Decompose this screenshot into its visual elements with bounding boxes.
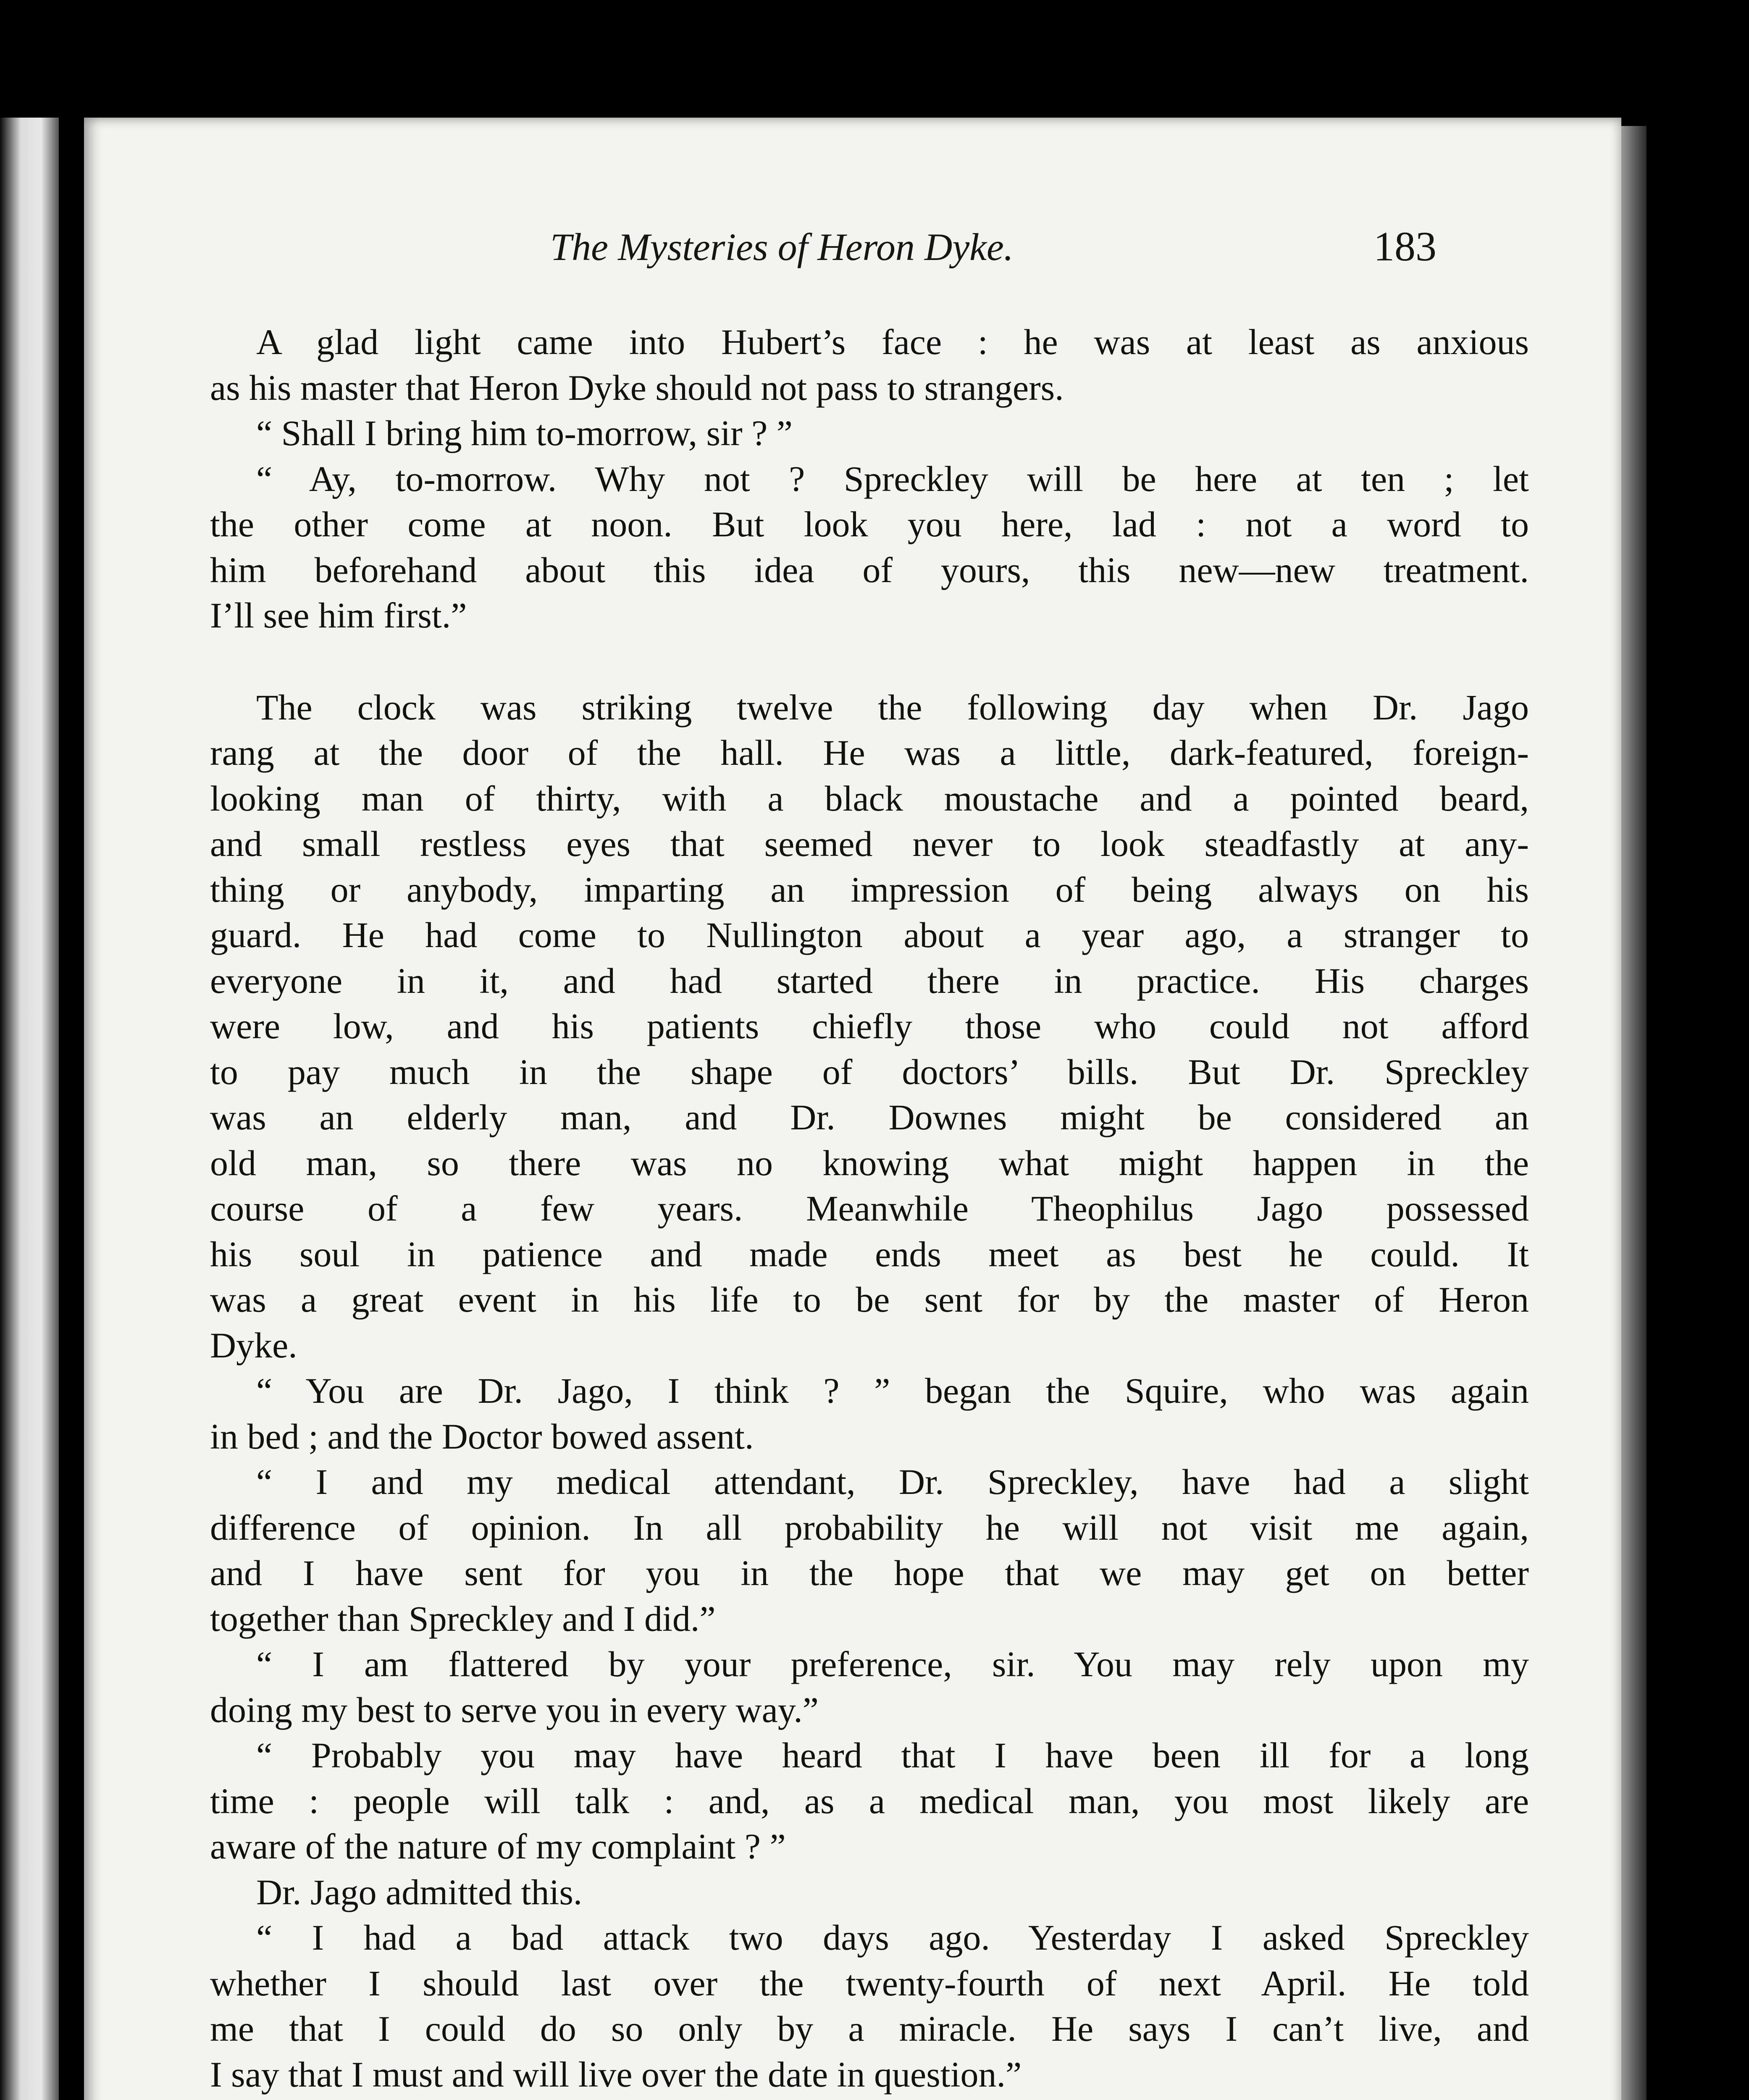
text-line: everyone in it, and had started there in practice. His charges	[210, 960, 1529, 1001]
text-line: and I have sent for you in the hope that we may get on better	[210, 1553, 1529, 1593]
running-head	[84, 225, 1621, 284]
text-line: whether I should last over the twenty-fourth of next April. He told	[210, 1963, 1529, 2003]
text-line: “ You are Dr. Jago, I think ? ” began the Squire, who was again	[256, 1370, 1529, 1411]
text-line: difference of opinion. In all probability he will not visit me again,	[210, 1507, 1529, 1548]
section-break	[210, 638, 1529, 685]
text-line: “ I had a bad attack two days ago. Yesterday I asked Spreckley	[256, 1917, 1529, 1958]
text-line: doing my best to serve you in every way.”	[210, 1689, 819, 1730]
running-title: The Mysteries of Heron Dyke.	[550, 226, 1014, 268]
text-line: was a great event in his life to be sent for by the master of Heron	[210, 1279, 1529, 1320]
text-line: the other come at noon. But look you here, lad : not a word to	[210, 504, 1529, 544]
text-line: was an elderly man, and Dr. Downes might be considered an	[210, 1097, 1529, 1137]
text-line: Dr. Jago admitted this.	[256, 1872, 583, 1912]
text-line: “ I and my medical attendant, Dr. Spreckley, have had a slight	[256, 1462, 1529, 1502]
adjacent-page-edge	[0, 118, 59, 2100]
text-line: his soul in patience and made ends meet as best he could. It	[210, 1234, 1529, 1274]
book-page	[84, 118, 1621, 2100]
text-line: Dyke.	[210, 1325, 297, 1365]
text-line: I say that I must and will live over the date in question.”	[210, 2054, 1022, 2095]
text-line: together than Spreckley and I did.”	[210, 1598, 716, 1639]
text-line: The clock was striking twelve the following day when Dr. Jago	[256, 687, 1529, 727]
text-line: I’ll see him first.”	[210, 595, 467, 635]
text-line: were low, and his patients chiefly those who could not afford	[210, 1006, 1529, 1046]
text-line: old man, so there was no knowing what might happen in the	[210, 1142, 1529, 1183]
text-line: as his master that Heron Dyke should not pass to strangers.	[210, 367, 1064, 408]
text-line: “ Ay, to-morrow. Why not ? Spreckley will be here at ten ; let	[256, 458, 1529, 499]
text-line: to pay much in the shape of doctors’ bills. But Dr. Spreckley	[210, 1051, 1529, 1092]
text-line: guard. He had come to Nullington about a year ago, a stranger to	[210, 915, 1529, 955]
page-binding-edge	[1621, 126, 1647, 2100]
text-line: and small restless eyes that seemed never to look steadfastly at any-	[210, 824, 1529, 864]
text-line: in bed ; and the Doctor bowed assent.	[210, 1416, 754, 1457]
text-line	[210, 2097, 1529, 2100]
text-line: thing or anybody, imparting an impression of being always on his	[210, 869, 1529, 910]
text-line: aware of the nature of my complaint ? ”	[210, 1826, 786, 1866]
text-line: me that I could do so only by a miracle. He says I can’t live, and	[210, 2008, 1529, 2049]
text-line: time : people will talk : and, as a medical man, you most likely are	[210, 1780, 1529, 1821]
text-line: A glad light came into Hubert’s face : he was at least as anxious	[256, 322, 1529, 362]
text-line: rang at the door of the hall. He was a little, dark-featured, foreign-	[210, 732, 1529, 773]
body-text	[210, 319, 1529, 2100]
text-line: him beforehand about this idea of yours, this new—new treatment.	[210, 549, 1529, 590]
text-line: “ Probably you may have heard that I have been ill for a long	[256, 1735, 1529, 1775]
text-line: looking man of thirty, with a black moustache and a pointed beard,	[210, 778, 1529, 819]
text-line: course of a few years. Meanwhile Theophilus Jago possessed	[210, 1188, 1529, 1228]
text-line: “ I am flattered by your preference, sir. You may rely upon my	[256, 1644, 1529, 1684]
page-number: 183	[1373, 223, 1436, 270]
text-line: “ Shall I bring him to-morrow, sir ? ”	[256, 413, 793, 453]
